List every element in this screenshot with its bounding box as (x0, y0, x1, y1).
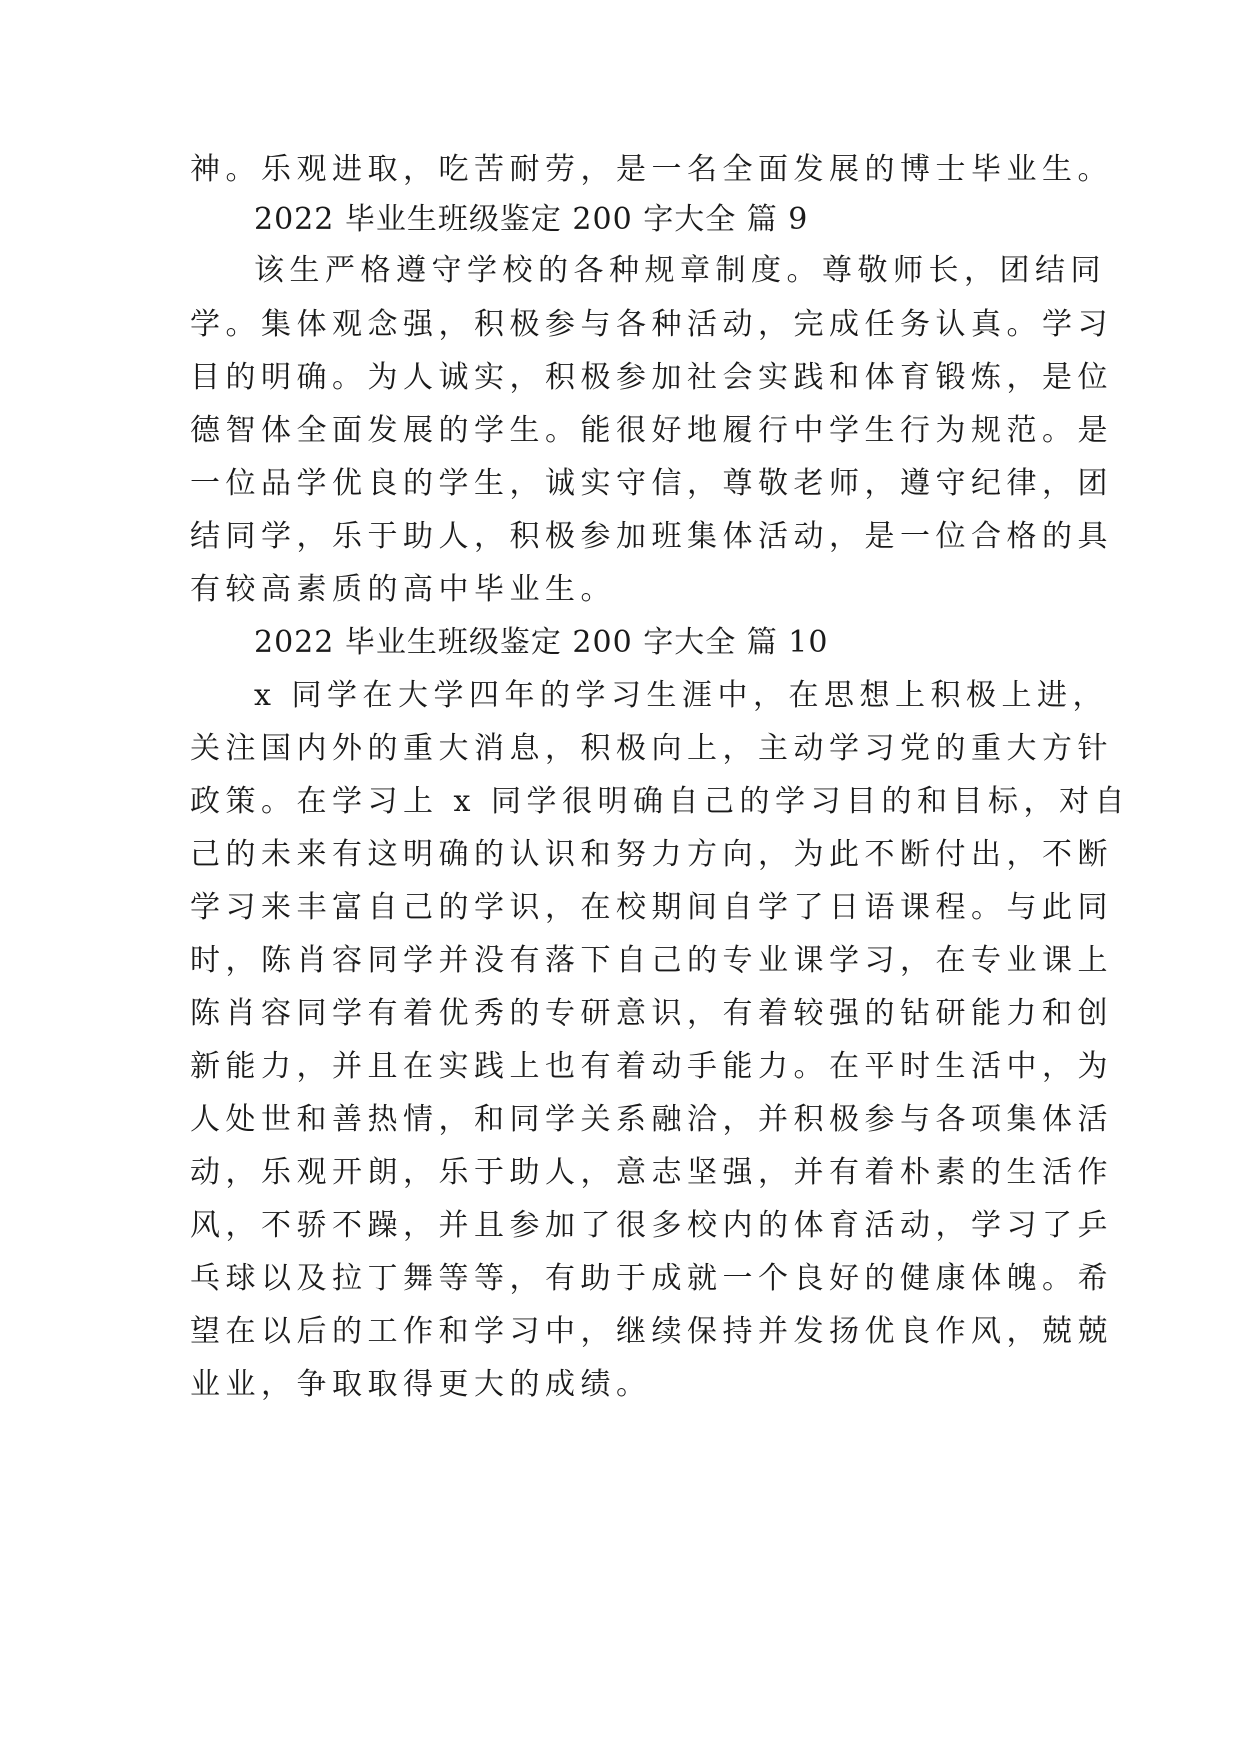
paragraph-line: 学。集体观念强，积极参与各种活动，完成任务认真。学习 (190, 307, 1113, 342)
paragraph-line: 风，不骄不躁，并且参加了很多校内的体育活动，学习了乒 (190, 1208, 1113, 1243)
paragraph-line: 一位品学优良的学生，诚实守信，尊敬老师，遵守纪律，团 (190, 466, 1113, 501)
carryover-line: 神。乐观进取，吃苦耐劳，是一名全面发展的博士毕业生。 (190, 152, 1113, 187)
paragraph-line: 望在以后的工作和学习中，继续保持并发扬优良作风，兢兢 (190, 1314, 1113, 1349)
paragraph-line: 有较高素质的高中毕业生。 (190, 572, 616, 607)
section-heading: 2022 毕业生班级鉴定 200 字大全 篇 10 (254, 625, 829, 660)
paragraph-line: 新能力，并且在实践上也有着动手能力。在平时生活中，为 (190, 1049, 1113, 1084)
paragraph-line: 时，陈肖容同学并没有落下自己的专业课学习，在专业课上 (190, 943, 1113, 978)
paragraph-line: 己的未来有这明确的认识和努力方向，为此不断付出，不断 (190, 837, 1113, 872)
paragraph-line: 结同学，乐于助人，积极参加班集体活动，是一位合格的具 (190, 519, 1113, 554)
paragraph-line: 德智体全面发展的学生。能很好地履行中学生行为规范。是 (190, 413, 1113, 448)
paragraph-line: 业业，争取取得更大的成绩。 (190, 1367, 652, 1402)
section-heading: 2022 毕业生班级鉴定 200 字大全 篇 9 (254, 202, 809, 237)
paragraph-line: 陈肖容同学有着优秀的专研意识，有着较强的钻研能力和创 (190, 996, 1113, 1031)
paragraph-line: 动，乐观开朗，乐于助人，意志坚强，并有着朴素的生活作 (190, 1155, 1113, 1190)
paragraph-line: 该生严格遵守学校的各种规章制度。尊敬师长，团结同 (254, 253, 1106, 288)
paragraph-line: 学习来丰富自己的学识，在校期间自学了日语课程。与此同 (190, 890, 1113, 925)
paragraph-line: 政策。在学习上 x 同学很明确自己的学习目的和目标，对自 (190, 784, 1130, 819)
paragraph-line: 乓球以及拉丁舞等等，有助于成就一个良好的健康体魄。希 (190, 1261, 1113, 1296)
paragraph-line: 关注国内外的重大消息，积极向上，主动学习党的重大方针 (190, 731, 1113, 766)
paragraph-line: 人处世和善热情，和同学关系融洽，并积极参与各项集体活 (190, 1102, 1113, 1137)
paragraph-line: x 同学在大学四年的学习生涯中，在思想上积极上进， (254, 678, 1108, 713)
paragraph-line: 目的明确。为人诚实，积极参加社会实践和体育锻炼，是位 (190, 360, 1113, 395)
